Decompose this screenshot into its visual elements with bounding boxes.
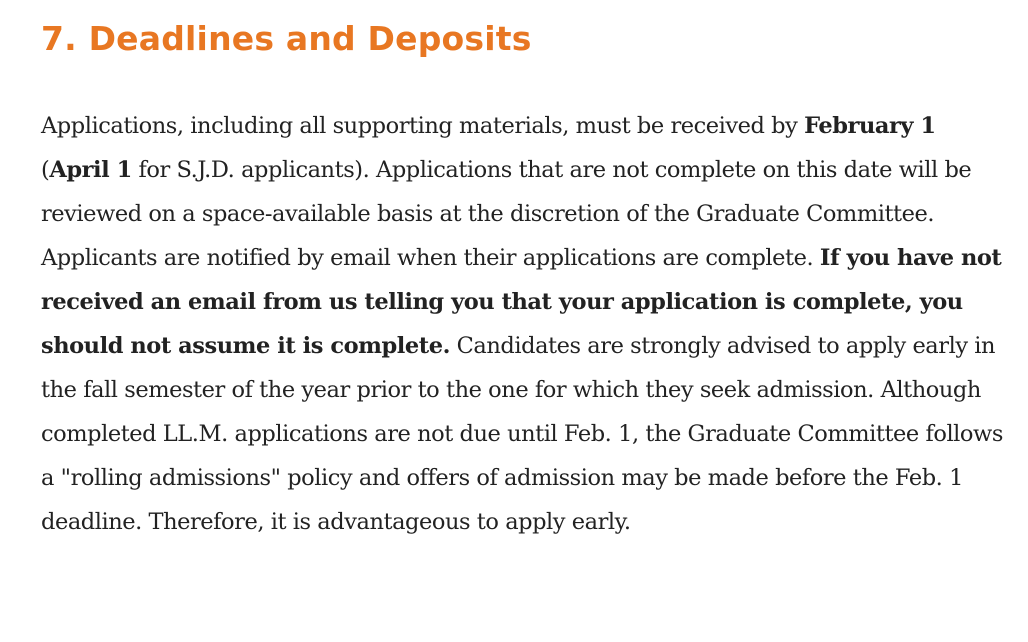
- paragraph-text-3: for S.J.D. applicants). Applications that are not complete on this date will be reviewed on a space-available basis at the discretion of the Graduate Committee. Applicants are notified by email when their applications are complete.: [41, 157, 972, 271]
- paragraph-text-4: Candidates are strongly advised to apply early in the fall semester of the year prior to the one for which they seek admission. Although completed LL.M. applications are not due until Feb. 1, the Graduate Committee follows a "rolling admissions" policy and offers of admission may be made before the Feb. 1 deadline. Therefore, it is advantageous to apply early.: [41, 333, 1003, 535]
- completion-warning: If you have not received an email from us telling you that your application is complete, you should not assume it is complete.: [41, 245, 1002, 359]
- deadlines-section: [41, 14, 1006, 544]
- section-heading: 7. Deadlines and Deposits: [41, 19, 532, 58]
- deadline-date-llm: February 1: [804, 113, 936, 139]
- paragraph-text-2: (: [41, 157, 50, 183]
- paragraph-text-1: Applications, including all supporting materials, must be received by: [41, 113, 805, 139]
- deadline-date-sjd: April 1: [49, 157, 132, 183]
- deadlines-paragraph: [41, 104, 1006, 544]
